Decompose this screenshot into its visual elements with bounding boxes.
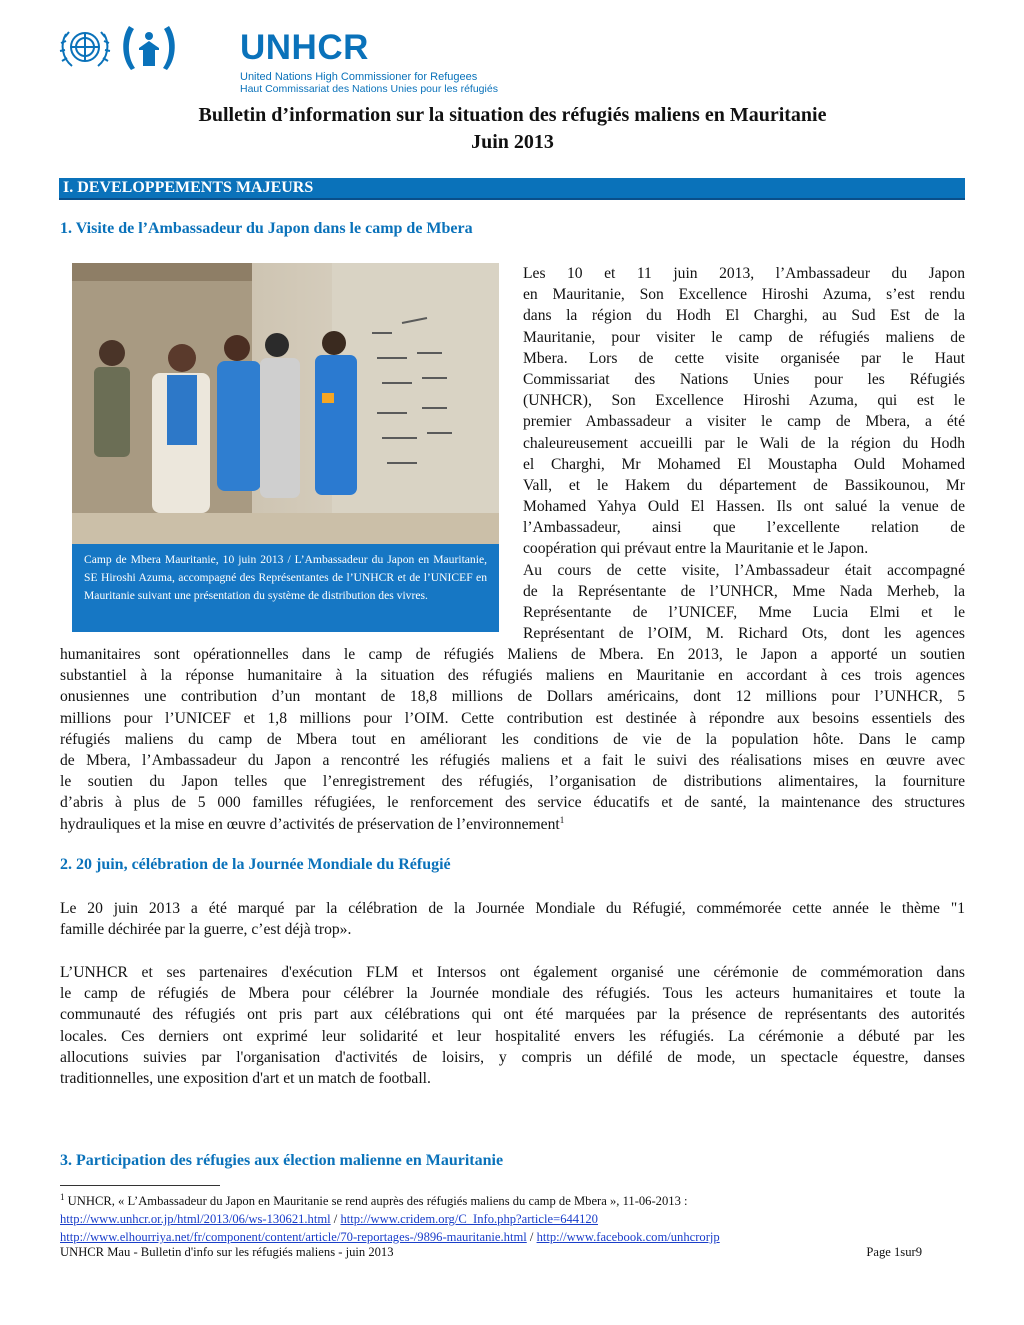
main-paragraph-continued [60, 644, 965, 835]
text-line: millions pour l’UNICEF et 1,8 millions pour l’OIM. Cette contribution est destinée à répondre aux besoins essentiels des [60, 709, 965, 727]
tagline-fr: Haut Commissariat des Nations Unies pour les réfugiés [240, 83, 498, 95]
text-line: Mohamed Yahya Ould El Hassen. Ils ont salué la venue de [523, 498, 965, 516]
text-line: Au cours de cette visite, l’Ambassadeur était accompagné [523, 561, 965, 579]
footnote [60, 1192, 965, 1246]
text-line: humanitaires sont opérationnelles dans le camp de réfugiés Maliens de Mbera. En 2013, le Japon a apporté un soutien [60, 646, 965, 663]
footnote-link-unhcr-jp[interactable]: http://www.unhcr.or.jp/html/2013/06/ws-130621.html [60, 1212, 331, 1226]
text-line: Mbera. Lors de cette visite organisée par le Haut [523, 349, 965, 367]
text-line: de Mbera, l’Ambassadeur du Japon a rencontré les réfugiés maliens et a fait le suivi des réalisations mises en œuvre avec [60, 751, 965, 769]
text-line: dans la région du Hodh El Charghi, au Sud Est de la [523, 307, 965, 325]
text-line: le camp de réfugiés de Mbera pour célébrer la Journée mondiale des réfugiés. Tous les acteurs humanitaires et toute la [60, 985, 965, 1003]
text-line: Mauritanie, pour visiter le camp de réfugiés maliens de [523, 328, 965, 346]
subsection-heading-1: 1. Visite de l’Ambassadeur du Japon dans le camp de Mbera [60, 220, 473, 237]
page-subtitle-date: Juin 2013 [471, 131, 554, 153]
footnote-text: UNHCR, « L’Ambassadeur du Japon en Mauritanie se rend auprès des réfugiés maliens du camp de Mbera », 11-06-2013 : [67, 1194, 688, 1208]
text-line: chaleureusement accueilli par le Wali de la région du Hodh [523, 434, 965, 452]
text-line: traditionnelles, une exposition d'art et un match de football. [60, 1069, 431, 1087]
page-footer [60, 1245, 922, 1260]
text-line: L’UNHCR et ses partenaires d'exécution FLM et Intersos ont également organisé une cérémonie de commémoration dans [60, 964, 965, 981]
section-header-label: I. DEVELOPPEMENTS MAJEURS [63, 179, 314, 196]
footnote-line-3 [60, 1228, 965, 1246]
text-line: premier Ambassadeur a visiter le camp de Mbera, a été [523, 413, 965, 431]
footnote-separator [60, 1185, 220, 1186]
text-line: onusiennes une contribution d’un montant de 18,8 millions de Dollars américains, dont 12 millions pour l’UNHCR, 5 [60, 688, 965, 706]
text-line: famille déchirée par la guerre, c’est déjà trop». [60, 921, 352, 939]
text-line: le soutien du Japon telles que l’enregistrement des réfugiés, l’organisation de distributions alimentaires, la fourniture [60, 773, 965, 791]
text-line: Représentante de l’UNICEF, Mme Lucia Elmi et le [523, 604, 965, 621]
subsection-heading-2: 2. 20 juin, célébration de la Journée Mondiale du Réfugié [60, 856, 451, 873]
text-line: allocutions suivies par l'organisation d'activités de loisirs, y compris un défilé de mode, un spectacle équestre, danses [60, 1048, 965, 1066]
text-line: de la Représentante de l’UNHCR, Mme Nada Merheb, la [523, 582, 965, 600]
text-line: substantiel à la réponse humanitaire à la situation des réfugiés maliens en Mauritanie en accordant à ces trois agences [60, 667, 965, 685]
photo-illustration [72, 263, 499, 544]
text-line: (UNHCR), Son Excellence Hiroshi Azuma, qui est le [523, 392, 965, 410]
text-line: locales. Ces derniers ont exprimé leur solidarité et leur hospitalité envers les réfugiés. La cérémonie a débuté par les [60, 1027, 965, 1045]
footnote-link-facebook[interactable]: http://www.facebook.com/unhcrorjp [536, 1230, 720, 1244]
footnote-marker[interactable]: 1 [559, 814, 565, 825]
footer-doc-label: UNHCR Mau - Bulletin d'info sur les réfugiés maliens - juin 2013 [60, 1245, 394, 1259]
tagline-en: United Nations High Commissioner for Refugees [240, 71, 478, 83]
text-line: l’Ambassadeur, ainsi que l’excellente relation de [523, 519, 965, 537]
footnote-link-elhourriya[interactable]: http://www.elhourriya.net/fr/component/content/article/70-reportages-/9896-mauritanie.html [60, 1230, 527, 1244]
photo-caption: Camp de Mbera Mauritanie, 10 juin 2013 / L’Ambassadeur du Japon en Mauritanie, SE Hiroshi Azuma, accompagné des Représentantes de l’UNHCR et de l’UNICEF en Mauritanie suivant une présentation du système de distribution des vivres. [72, 544, 499, 632]
page-title: Bulletin d’information sur la situation des réfugiés maliens en Mauritanie [198, 104, 827, 126]
text-line: en Mauritanie, Son Excellence Hiroshi Azuma, s’est rendu [523, 286, 965, 304]
footnote-line-2 [60, 1210, 965, 1228]
brand-name: UNHCR [240, 28, 369, 67]
page-number: Page 1sur9 [866, 1245, 922, 1259]
unhcr-emblem-icon [119, 22, 179, 76]
footnote-number: 1 [60, 1191, 65, 1202]
link-separator: / [330, 1212, 341, 1226]
footnote-line-1 [60, 1192, 965, 1210]
subsection-heading-3: 3. Participation des réfugies aux élection malienne en Mauritanie [60, 1152, 504, 1169]
text-line: Représentant de l’OIM, M. Richard Ots, dont les agences [523, 625, 965, 643]
section2-paragraph-1 [60, 898, 965, 940]
text-line: coopération qui prévaut entre la Mauritanie et le Japon. [523, 540, 869, 558]
un-emblem-icon [56, 22, 114, 76]
unhcr-logo [52, 18, 512, 95]
intro-paragraph-right [523, 263, 965, 644]
section-header-bar [59, 178, 965, 200]
text-line: el Charghi, Mr Mohamed El Moustapha Ould Mohamed [523, 455, 965, 473]
text-line: d’abris à plus de 5 000 familles réfugiées, le renforcement des service éducatifs et de santé, la maintenance des structures [60, 794, 965, 812]
text-line: Vall, et le Hakem du département de Bassikounou, Mr [523, 476, 965, 494]
section2-paragraph-2 [60, 962, 965, 1089]
link-separator: / [526, 1230, 537, 1244]
footnote-link-cridem[interactable]: http://www.cridem.org/C_Info.php?article=644120 [340, 1212, 598, 1226]
text-line: communauté des réfugiés ont pris part aux célébrations qui ont été marquées par la présence de représentants des autorités [60, 1006, 965, 1024]
text-line: Le 20 juin 2013 a été marqué par la célébration de la Journée Mondiale du Réfugié, commémorée cette année le thème "1 [60, 900, 965, 917]
text-line: réfugiés maliens du camp de Mbera tout en améliorant les conditions de vie de la population hôte. Dans le camp [60, 730, 965, 748]
text-line: Commissariat des Nations Unies pour les Réfugiés [523, 370, 965, 388]
text-line [60, 814, 965, 835]
text-fragment: hydrauliques et la mise en œuvre d’activités de préservation de l’environnement [60, 815, 560, 833]
news-photo [72, 263, 499, 544]
text-line: Les 10 et 11 juin 2013, l’Ambassadeur du Japon [523, 265, 965, 282]
